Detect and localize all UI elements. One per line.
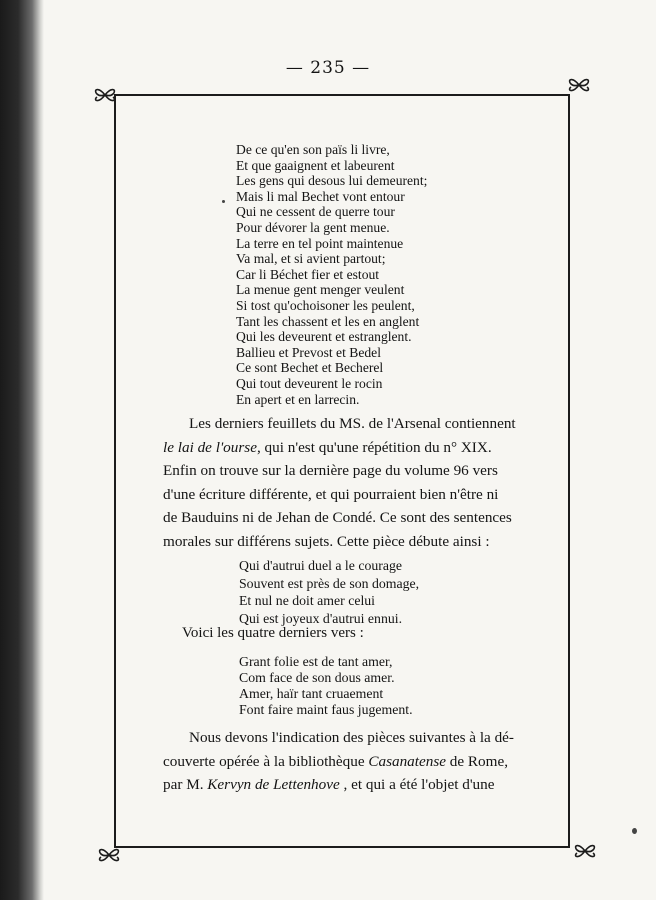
paragraph-text: par M. [163, 776, 208, 793]
verse-line: Si tost qu'ochoisoner les peulent, [236, 297, 415, 313]
verse-line: Com face de son dous amer. [239, 670, 395, 685]
paragraph-line: morales sur différens sujets. Cette pièce débute ainsi : [163, 532, 490, 550]
paragraph-text: , et qui a été l'objet d'une [339, 776, 495, 793]
paragraph-text: , qui n'est qu'une répétition du n° XIX. [256, 438, 492, 456]
print-speck [222, 200, 225, 203]
verse-line: En apert et en larrecin. [236, 391, 360, 407]
paragraph-line: Nous devons l'indication des pièces suivantes à la dé- [189, 729, 514, 746]
verse-line: Ce sont Bechet et Becherel [236, 360, 384, 376]
paragraph-line: d'une écriture différente, et qui pourraient bien n'être ni [163, 485, 499, 503]
lead-in-line: Voici les quatre derniers vers : [182, 625, 364, 641]
verse-line: Tant les chassent et les en anglent [236, 313, 420, 329]
verse-line: Qui tout deveurent le rocin [236, 375, 383, 391]
verse-line: Qui les deveurent et estranglent. [236, 329, 412, 345]
italic-person-name: Kervyn de Lettenhove [207, 776, 340, 793]
paragraph-line [163, 750, 525, 774]
verse-line: Les gens qui desous lui demeurent; [236, 173, 428, 189]
verse-line: Font faire maint faus jugement. [239, 702, 413, 717]
paragraph-line: Les derniers feuillets du MS. de l'Arsenal contiennent [189, 415, 516, 432]
verse-line: Va mal, et si avient partout; [236, 251, 386, 267]
verse-line: De ce qu'en son païs li livre, [236, 142, 390, 157]
paragraph-line [163, 773, 525, 797]
verse-line: Souvent est près de son domage, [239, 575, 420, 591]
page-number: — 235 — [285, 58, 371, 78]
verse-line: Et nul ne doit amer celui [239, 593, 376, 608]
italic-title: le lai de l'ourse [163, 438, 257, 456]
verse-line: Ballieu et Prevost et Bedel [236, 344, 381, 360]
paragraph-text: de Rome, [445, 752, 508, 770]
verse-line: La terre en tel point maintenue [236, 235, 404, 251]
paragraph-text: couverte opérée à la bibliothèque [163, 752, 369, 770]
paragraph-line: de Bauduins ni de Jehan de Condé. Ce sont des sentences [163, 509, 512, 526]
italic-library-name: Casanatense [368, 752, 446, 770]
verse-line: Qui d'autrui duel a le courage [239, 558, 403, 573]
verse-line: Grant folie est de tant amer, [239, 654, 393, 669]
verse-line: Amer, haïr tant cruaement [239, 686, 384, 701]
paragraph-arsenal-manuscript [163, 412, 525, 553]
verse-block-3 [239, 654, 413, 718]
paragraph-line [163, 436, 525, 460]
verse-line: La menue gent menger veulent [236, 282, 405, 298]
paragraph-line: Enfin on trouve sur la dernière page du volume 96 vers [163, 462, 498, 479]
verse-line: Qui est joyeux d'autrui ennui. [239, 610, 403, 626]
verse-line: Pour dévorer la gent menue. [236, 219, 390, 235]
verse-block-2 [239, 557, 419, 627]
verse-line: Et que gaaignent et labeurent [236, 157, 395, 173]
verse-block-1 [236, 142, 427, 407]
verse-line: Qui ne cessent de querre tour [236, 204, 395, 220]
verse-line: Mais li mal Bechet vont entour [236, 188, 405, 204]
paragraph-casanatense [163, 726, 525, 797]
verse-line: Car li Béchet fier et estout [236, 266, 380, 282]
print-speck [632, 828, 637, 834]
